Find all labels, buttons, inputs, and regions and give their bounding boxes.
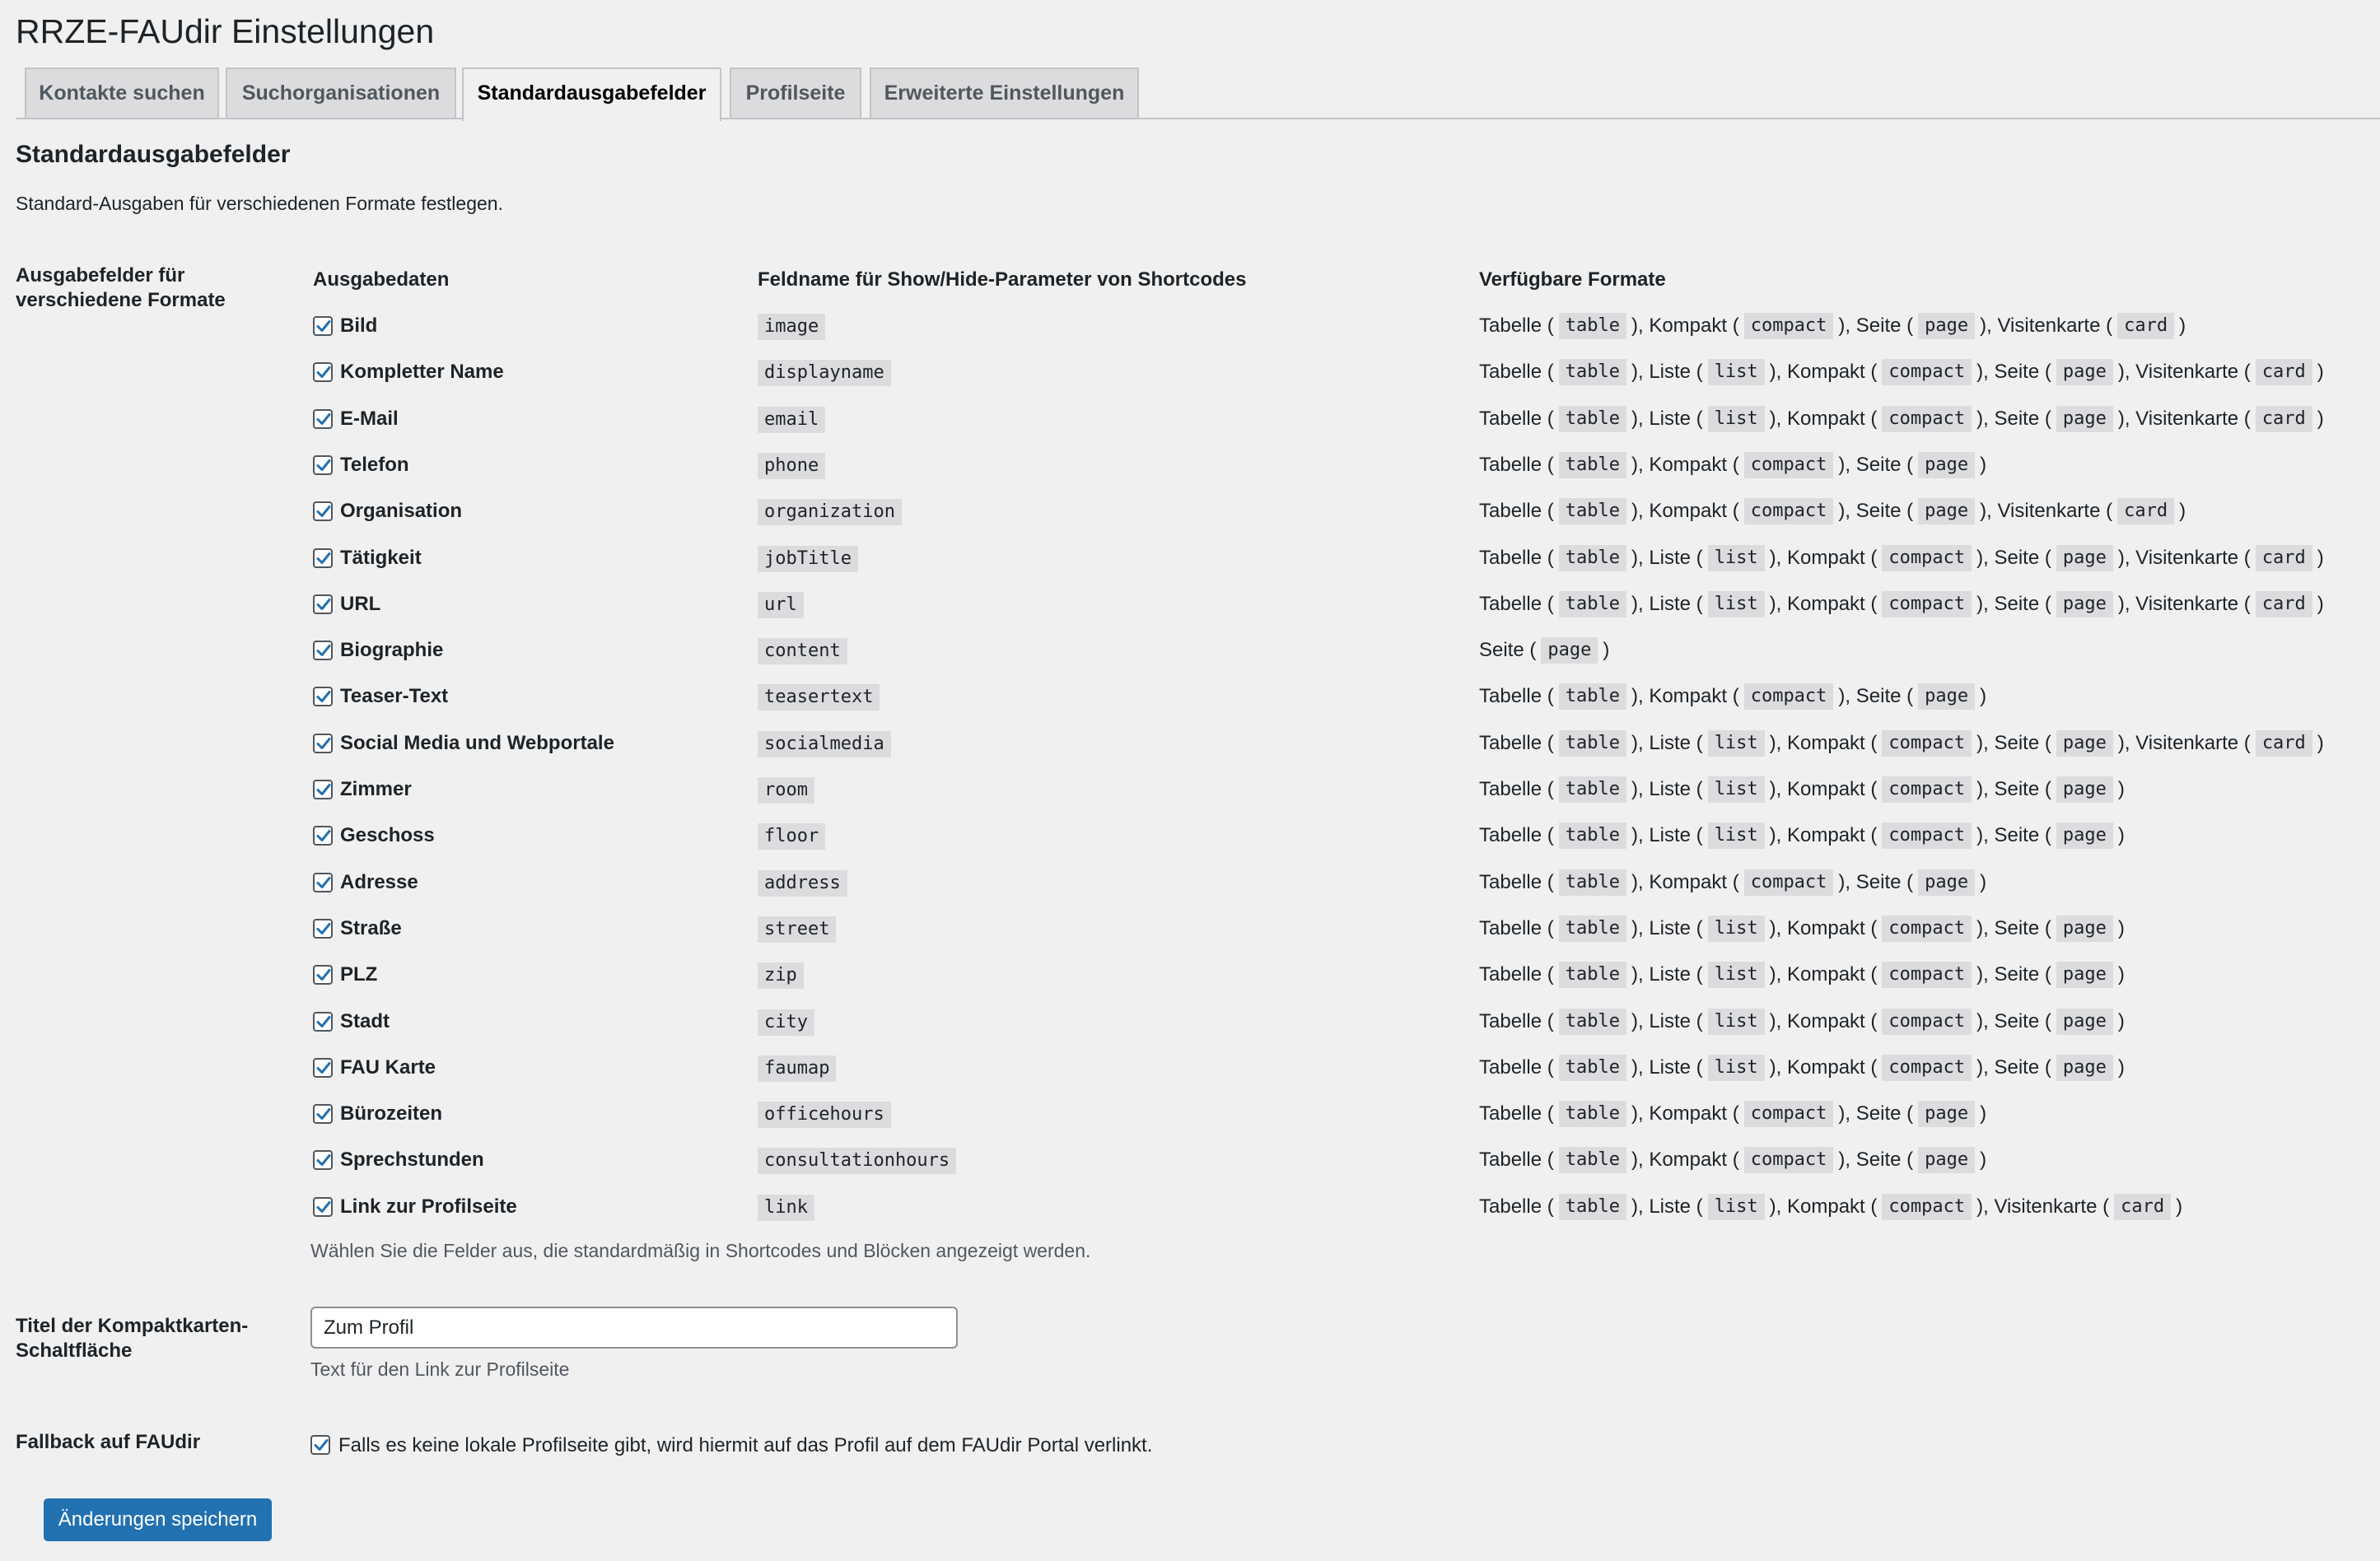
fallback-label: Fallback auf FAUdir	[16, 1431, 201, 1453]
format-name: Tabelle	[1479, 731, 1542, 754]
checkmark-icon	[314, 501, 334, 521]
format-key: table	[1559, 776, 1626, 803]
field-label[interactable]: Straße	[340, 916, 402, 939]
checkmark-icon	[314, 919, 334, 939]
format-key: page	[2056, 776, 2113, 803]
format-name: Seite	[1994, 1055, 2040, 1079]
field-row-zip	[0, 958, 2380, 995]
checkmark-icon	[314, 548, 334, 568]
format-key: page	[2056, 916, 2113, 942]
checkmark-icon	[314, 1197, 334, 1217]
field-formats: Tabelle ( table ), Liste ( list ), Kompakt ( compact ), Seite ( page ), Visitenkarte ( card )	[1479, 727, 2324, 760]
format-key: list	[1708, 730, 1765, 757]
format-key: table	[1559, 1147, 1626, 1173]
field-formats: Tabelle ( table ), Liste ( list ), Kompakt ( compact ), Seite ( page )	[1479, 958, 2125, 991]
field-key: displayname	[758, 360, 891, 386]
field-formats: Tabelle ( table ), Kompakt ( compact ), Seite ( page ), Visitenkarte ( card )	[1479, 495, 2186, 528]
format-name: Kompakt	[1787, 824, 1865, 847]
format-name: Kompakt	[1787, 731, 1865, 754]
format-key: compact	[1882, 730, 1972, 757]
tab-bar-divider	[16, 118, 2380, 119]
field-key: link	[758, 1195, 814, 1221]
format-name: Kompakt	[1649, 1149, 1728, 1172]
format-key: compact	[1882, 962, 1972, 988]
format-key: page	[2056, 1055, 2113, 1081]
field-key: jobTitle	[758, 546, 858, 572]
field-checkbox-consultationhours[interactable]	[313, 1150, 333, 1170]
format-key: page	[2056, 1009, 2113, 1035]
format-key: page	[1541, 637, 1598, 664]
field-label[interactable]: FAU Karte	[340, 1055, 436, 1079]
field-row-address	[0, 866, 2380, 902]
field-formats: Tabelle ( table ), Kompakt ( compact ), Seite ( page )	[1479, 1144, 1986, 1177]
format-name: Liste	[1649, 963, 1692, 986]
format-name: Seite	[1855, 1149, 1902, 1172]
format-name: Seite	[1855, 1102, 1902, 1125]
format-name: Liste	[1649, 778, 1692, 800]
checkmark-icon	[314, 1150, 334, 1170]
field-checkbox-city[interactable]	[313, 1012, 333, 1032]
format-name: Tabelle	[1479, 916, 1542, 939]
tab-suchorganisationen[interactable]: Suchorganisationen	[226, 68, 456, 118]
format-key: table	[1559, 822, 1626, 849]
format-key: card	[2256, 591, 2312, 617]
field-checkbox-content[interactable]	[313, 641, 333, 660]
tab-erweiterte-einstellungen[interactable]: Erweiterte Einstellungen	[870, 68, 1139, 118]
format-name: Seite	[1994, 731, 2040, 754]
field-row-room	[0, 773, 2380, 809]
format-name: Liste	[1649, 1055, 1692, 1079]
field-label[interactable]: Organisation	[340, 500, 463, 523]
field-formats: Tabelle ( table ), Liste ( list ), Kompakt ( compact ), Seite ( page )	[1479, 1005, 2125, 1038]
field-formats: Tabelle ( table ), Liste ( list ), Kompakt ( compact ), Visitenkarte ( card )	[1479, 1191, 2182, 1223]
format-name: Kompakt	[1787, 1009, 1865, 1032]
format-name: Kompakt	[1787, 1055, 1865, 1079]
field-formats: Tabelle ( table ), Liste ( list ), Kompakt ( compact ), Seite ( page ), Visitenkarte ( card )	[1479, 403, 2324, 436]
field-row-url	[0, 588, 2380, 624]
format-name: Kompakt	[1787, 361, 1865, 384]
format-name: Tabelle	[1479, 500, 1542, 523]
format-key: compact	[1744, 313, 1834, 339]
field-checkbox-teasertext[interactable]	[313, 687, 333, 706]
format-key: compact	[1744, 1147, 1834, 1173]
field-formats: Tabelle ( table ), Liste ( list ), Kompakt ( compact ), Seite ( page ), Visitenkarte ( card )	[1479, 542, 2324, 575]
format-name: Seite	[1855, 500, 1902, 523]
format-name: Tabelle	[1479, 963, 1542, 986]
format-key: compact	[1882, 916, 1972, 942]
format-key: compact	[1882, 1055, 1972, 1081]
format-key: page	[2056, 962, 2113, 988]
format-key: list	[1708, 1055, 1765, 1081]
format-name: Liste	[1649, 916, 1692, 939]
format-name: Tabelle	[1479, 1055, 1542, 1079]
format-key: list	[1708, 359, 1765, 385]
format-key: page	[2056, 545, 2113, 571]
field-label[interactable]: Zimmer	[340, 778, 412, 800]
format-name: Tabelle	[1479, 407, 1542, 430]
format-key: compact	[1744, 452, 1834, 478]
format-name: Seite	[1994, 778, 2040, 800]
format-key: card	[2256, 730, 2312, 757]
format-name: Seite	[1855, 685, 1902, 708]
field-row-teasertext	[0, 680, 2380, 716]
format-name: Seite	[1994, 407, 2040, 430]
format-key: page	[1918, 869, 1975, 896]
field-row-displayname	[0, 356, 2380, 392]
compact-title-label: Titel der Kompaktkarten-Schaltfläche	[16, 1315, 249, 1362]
checkmark-icon	[314, 409, 334, 429]
field-formats: Tabelle ( table ), Liste ( list ), Kompakt ( compact ), Seite ( page )	[1479, 912, 2125, 945]
format-name: Kompakt	[1787, 916, 1865, 939]
format-key: page	[1918, 1147, 1975, 1173]
field-checkbox-email[interactable]	[313, 409, 333, 429]
field-formats: Tabelle ( table ), Kompakt ( compact ), Seite ( page ), Visitenkarte ( card )	[1479, 310, 2186, 342]
field-label[interactable]: Sprechstunden	[340, 1149, 484, 1172]
field-label[interactable]: Link zur Profilseite	[340, 1195, 517, 1218]
format-name: Liste	[1649, 824, 1692, 847]
field-key: zip	[758, 962, 804, 989]
checkmark-icon	[314, 1104, 334, 1124]
tab-profilseite[interactable]: Profilseite	[730, 68, 861, 118]
format-key: list	[1708, 962, 1765, 988]
field-key: address	[758, 870, 847, 897]
format-key: table	[1559, 683, 1626, 710]
field-row-image	[0, 310, 2380, 346]
format-key: table	[1559, 591, 1626, 617]
checkmark-icon	[314, 687, 334, 706]
format-name: Kompakt	[1787, 592, 1865, 615]
format-name: Tabelle	[1479, 778, 1542, 800]
field-row-officehours	[0, 1097, 2380, 1134]
field-formats: Seite ( page )	[1479, 634, 1609, 667]
format-key: table	[1559, 452, 1626, 478]
field-checkbox-faumap[interactable]	[313, 1058, 333, 1078]
field-label[interactable]: E-Mail	[340, 407, 399, 430]
checkmark-icon	[314, 362, 334, 382]
format-name: Seite	[1855, 870, 1902, 893]
field-key: phone	[758, 453, 825, 479]
format-key: compact	[1882, 822, 1972, 849]
field-key: city	[758, 1009, 814, 1036]
tab-bar	[0, 68, 2380, 119]
format-key: table	[1559, 406, 1626, 432]
field-key: url	[758, 592, 804, 618]
format-name: Liste	[1649, 731, 1692, 754]
field-formats: Tabelle ( table ), Kompakt ( compact ), Seite ( page )	[1479, 1097, 1986, 1130]
checkmark-icon	[314, 594, 334, 614]
format-key: list	[1708, 916, 1765, 942]
field-label[interactable]: PLZ	[340, 963, 378, 986]
column-header-data: Ausgabedaten	[313, 268, 450, 291]
field-checkbox-officehours[interactable]	[313, 1104, 333, 1124]
format-name: Kompakt	[1649, 685, 1728, 708]
field-formats: Tabelle ( table ), Liste ( list ), Kompakt ( compact ), Seite ( page )	[1479, 819, 2125, 852]
format-name: Visitenkarte	[2135, 361, 2239, 384]
column-header-param: Feldname für Show/Hide-Parameter von Shortcodes	[758, 268, 1247, 291]
field-row-jobTitle	[0, 542, 2380, 578]
format-name: Kompakt	[1787, 407, 1865, 430]
format-name: Kompakt	[1649, 315, 1728, 337]
format-key: page	[2056, 730, 2113, 757]
field-checkbox-image[interactable]	[313, 316, 333, 336]
format-name: Visitenkarte	[2135, 731, 2239, 754]
field-checkbox-room[interactable]	[313, 780, 333, 799]
fallback-checkbox[interactable]	[310, 1435, 330, 1455]
format-name: Tabelle	[1479, 453, 1542, 476]
column-header-formats: Verfügbare Formate	[1479, 268, 1666, 291]
field-label[interactable]: Bild	[340, 315, 378, 337]
format-name: Kompakt	[1649, 500, 1728, 523]
checkmark-icon	[314, 826, 334, 846]
format-name: Seite	[1479, 639, 1524, 662]
checkmark-icon	[314, 965, 334, 985]
fallback-description: Falls es keine lokale Profilseite gibt, wird hiermit auf das Profil auf dem FAUdir Portal verlinkt.	[338, 1434, 1153, 1456]
field-key: officehours	[758, 1102, 891, 1128]
format-key: page	[1918, 498, 1975, 524]
format-name: Visitenkarte	[1997, 500, 2101, 523]
format-name: Liste	[1649, 592, 1692, 615]
format-key: page	[2056, 359, 2113, 385]
field-label[interactable]: Geschoss	[340, 824, 435, 847]
field-checkbox-organization[interactable]	[313, 501, 333, 521]
field-label[interactable]: Adresse	[340, 870, 418, 893]
format-key: card	[2117, 498, 2174, 524]
field-label[interactable]: Telefon	[340, 453, 409, 476]
field-label[interactable]: URL	[340, 592, 381, 615]
field-checkbox-jobTitle[interactable]	[313, 548, 333, 568]
format-key: compact	[1882, 1194, 1972, 1220]
field-row-link	[0, 1191, 2380, 1227]
field-label[interactable]: Kompletter Name	[340, 361, 504, 384]
format-key: compact	[1744, 869, 1834, 896]
output-fields-help: Wählen Sie die Felder aus, die standardmäßig in Shortcodes und Blöcken angezeigt werden.	[310, 1240, 1091, 1261]
format-name: Seite	[1994, 592, 2040, 615]
format-name: Visitenkarte	[2135, 592, 2239, 615]
format-key: list	[1708, 822, 1765, 849]
field-checkbox-zip[interactable]	[313, 965, 333, 985]
format-name: Seite	[1994, 824, 2040, 847]
section-title: Standardausgabefelder	[16, 141, 291, 168]
field-row-organization	[0, 495, 2380, 531]
checkmark-icon	[311, 1435, 331, 1455]
format-name: Liste	[1649, 1009, 1692, 1032]
field-checkbox-link[interactable]	[313, 1197, 333, 1217]
format-name: Seite	[1855, 315, 1902, 337]
format-key: card	[2114, 1194, 2171, 1220]
format-key: list	[1708, 1194, 1765, 1220]
page-title: RRZE-FAUdir Einstellungen	[16, 12, 435, 50]
field-checkbox-street[interactable]	[313, 919, 333, 939]
field-checkbox-floor[interactable]	[313, 826, 333, 846]
format-name: Kompakt	[1649, 453, 1728, 476]
checkmark-icon	[314, 734, 334, 753]
tab-kontakte-suchen[interactable]: Kontakte suchen	[25, 68, 219, 118]
checkmark-icon	[314, 780, 334, 799]
format-name: Visitenkarte	[2135, 546, 2239, 569]
format-key: page	[2056, 822, 2113, 849]
format-key: table	[1559, 1009, 1626, 1035]
format-key: card	[2117, 313, 2174, 339]
field-checkbox-url[interactable]	[313, 594, 333, 614]
field-row-consultationhours	[0, 1144, 2380, 1180]
field-key: room	[758, 777, 814, 804]
format-name: Tabelle	[1479, 870, 1542, 893]
format-name: Tabelle	[1479, 1009, 1542, 1032]
format-name: Kompakt	[1787, 778, 1865, 800]
format-key: page	[2056, 406, 2113, 432]
format-key: table	[1559, 1055, 1626, 1081]
format-key: compact	[1882, 359, 1972, 385]
format-name: Liste	[1649, 1195, 1692, 1218]
field-label[interactable]: Stadt	[340, 1009, 390, 1032]
field-formats: Tabelle ( table ), Liste ( list ), Kompakt ( compact ), Seite ( page ), Visitenkarte ( card )	[1479, 588, 2324, 621]
format-key: compact	[1744, 498, 1834, 524]
field-row-email	[0, 403, 2380, 439]
field-label[interactable]: Tätigkeit	[340, 546, 422, 569]
format-key: list	[1708, 776, 1765, 803]
format-name: Visitenkarte	[1997, 315, 2101, 337]
field-key: street	[758, 916, 836, 943]
field-key: email	[758, 407, 825, 433]
format-key: compact	[1744, 683, 1834, 710]
field-checkbox-socialmedia[interactable]	[313, 734, 333, 753]
field-row-content	[0, 634, 2380, 670]
format-key: card	[2256, 359, 2312, 385]
field-row-phone	[0, 449, 2380, 485]
checkmark-icon	[314, 316, 334, 336]
save-changes-button[interactable]: Änderungen speichern	[44, 1498, 272, 1541]
checkmark-icon	[314, 1058, 334, 1078]
format-key: table	[1559, 730, 1626, 757]
field-key: content	[758, 638, 847, 664]
format-key: compact	[1882, 1009, 1972, 1035]
format-name: Visitenkarte	[1994, 1195, 2098, 1218]
format-name: Seite	[1994, 361, 2040, 384]
field-label[interactable]: Biographie	[340, 639, 444, 662]
compact-title-help: Text für den Link zur Profilseite	[310, 1358, 570, 1380]
field-formats: Tabelle ( table ), Liste ( list ), Kompakt ( compact ), Seite ( page )	[1479, 773, 2125, 806]
format-key: table	[1559, 1101, 1626, 1127]
checkmark-icon	[314, 1012, 334, 1032]
field-formats: Tabelle ( table ), Liste ( list ), Kompakt ( compact ), Seite ( page ), Visitenkarte ( card )	[1479, 356, 2324, 389]
format-key: page	[1918, 683, 1975, 710]
format-name: Liste	[1649, 361, 1692, 384]
field-formats: Tabelle ( table ), Kompakt ( compact ), Seite ( page )	[1479, 866, 1986, 899]
format-key: compact	[1882, 591, 1972, 617]
format-name: Kompakt	[1787, 546, 1865, 569]
format-key: table	[1559, 313, 1626, 339]
field-key: organization	[758, 499, 902, 525]
format-name: Seite	[1994, 916, 2040, 939]
format-name: Tabelle	[1479, 824, 1542, 847]
format-name: Tabelle	[1479, 685, 1542, 708]
field-formats: Tabelle ( table ), Liste ( list ), Kompakt ( compact ), Seite ( page )	[1479, 1051, 2125, 1084]
checkmark-icon	[314, 455, 334, 475]
format-key: compact	[1882, 545, 1972, 571]
format-key: compact	[1744, 1101, 1834, 1127]
field-formats: Tabelle ( table ), Kompakt ( compact ), Seite ( page )	[1479, 449, 1986, 482]
format-name: Tabelle	[1479, 1149, 1542, 1172]
format-key: list	[1708, 545, 1765, 571]
field-formats: Tabelle ( table ), Kompakt ( compact ), Seite ( page )	[1479, 680, 1986, 713]
field-label[interactable]: Teaser-Text	[340, 685, 449, 708]
format-key: table	[1559, 545, 1626, 571]
format-key: list	[1708, 406, 1765, 432]
field-key: teasertext	[758, 684, 880, 711]
format-name: Tabelle	[1479, 592, 1542, 615]
field-row-faumap	[0, 1051, 2380, 1088]
format-key: page	[1918, 452, 1975, 478]
format-name: Kompakt	[1787, 1195, 1865, 1218]
checkmark-icon	[314, 873, 334, 892]
format-key: table	[1559, 1194, 1626, 1220]
format-name: Tabelle	[1479, 546, 1542, 569]
field-checkbox-address[interactable]	[313, 873, 333, 892]
field-row-street	[0, 912, 2380, 948]
format-name: Tabelle	[1479, 1102, 1542, 1125]
format-key: table	[1559, 869, 1626, 896]
format-key: page	[1918, 313, 1975, 339]
field-row-socialmedia	[0, 727, 2380, 763]
format-key: table	[1559, 498, 1626, 524]
field-checkbox-displayname[interactable]	[313, 362, 333, 382]
output-fields-label: Ausgabefelder für verschiedene Formate	[16, 264, 226, 311]
section-description: Standard-Ausgaben für verschiedenen Formate festlegen.	[16, 193, 503, 214]
format-name: Kompakt	[1649, 1102, 1728, 1125]
field-row-floor	[0, 819, 2380, 855]
format-name: Kompakt	[1787, 963, 1865, 986]
field-key: socialmedia	[758, 731, 891, 757]
format-name: Seite	[1994, 546, 2040, 569]
field-key: floor	[758, 823, 825, 850]
format-name: Visitenkarte	[2135, 407, 2239, 430]
format-name: Seite	[1994, 963, 2040, 986]
format-key: table	[1559, 359, 1626, 385]
format-key: list	[1708, 591, 1765, 617]
format-name: Tabelle	[1479, 361, 1542, 384]
format-key: compact	[1882, 406, 1972, 432]
field-key: faumap	[758, 1055, 836, 1082]
field-key: image	[758, 314, 825, 340]
format-name: Kompakt	[1649, 870, 1728, 893]
format-name: Tabelle	[1479, 1195, 1542, 1218]
format-key: table	[1559, 916, 1626, 942]
format-key: list	[1708, 1009, 1765, 1035]
format-key: card	[2256, 545, 2312, 571]
format-key: card	[2256, 406, 2312, 432]
checkmark-icon	[314, 641, 334, 660]
format-key: page	[2056, 591, 2113, 617]
field-row-city	[0, 1005, 2380, 1041]
format-name: Seite	[1994, 1009, 2040, 1032]
compact-title-input[interactable]	[310, 1307, 958, 1349]
format-key: compact	[1882, 776, 1972, 803]
format-name: Seite	[1855, 453, 1902, 476]
field-label[interactable]: Social Media und Webportale	[340, 731, 614, 754]
format-key: table	[1559, 962, 1626, 988]
field-label[interactable]: Bürozeiten	[340, 1102, 443, 1125]
tab-standardausgabefelder[interactable]: Standardausgabefelder	[462, 68, 721, 121]
format-key: page	[1918, 1101, 1975, 1127]
format-name: Liste	[1649, 407, 1692, 430]
field-checkbox-phone[interactable]	[313, 455, 333, 475]
field-key: consultationhours	[758, 1148, 956, 1174]
format-name: Tabelle	[1479, 315, 1542, 337]
format-name: Liste	[1649, 546, 1692, 569]
